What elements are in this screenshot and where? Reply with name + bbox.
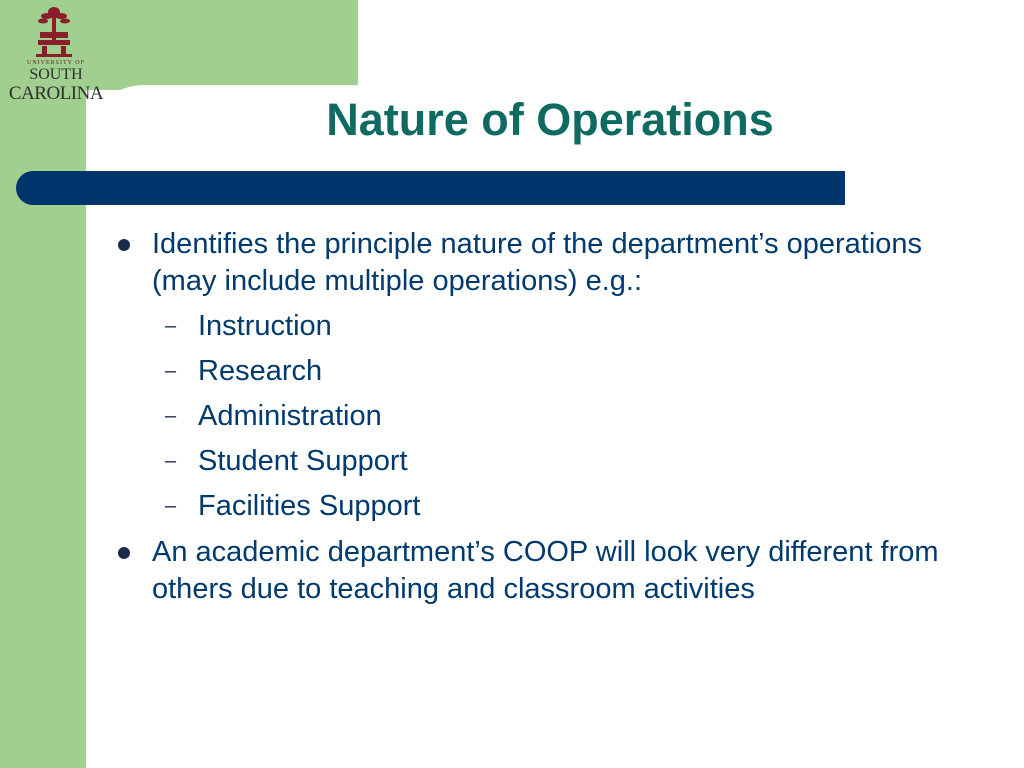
sub-item [165,488,898,525]
sub-item-text: Administration [198,400,382,432]
sub-item-text: Research [198,355,323,387]
bullet-dot-icon [118,239,130,251]
dash-icon: – [165,405,177,427]
dash-icon: – [165,315,177,337]
bullet-item [152,226,952,300]
sub-item-text: Instruction [198,310,332,342]
dash-icon: – [165,450,177,472]
bullet-text: Identifies the principle nature of the department’s operations (may include multiple operations) e.g.: [152,228,923,297]
sub-item [165,308,898,345]
sub-item-text: Facilities Support [198,490,421,522]
bullet-text: An academic department’s COOP will look very different from others due to teaching and classroom activities [152,536,939,605]
bullet-dot-icon [118,547,130,559]
bullet-item [152,534,952,608]
sub-item-text: Student Support [198,445,408,477]
dash-icon: – [165,495,177,517]
sub-item [165,398,898,435]
logo-carolina: CAROLINA [8,83,104,104]
dash-icon: – [165,360,177,382]
logo-university-line: UNIVERSITY OF [27,60,85,66]
sub-item [165,443,898,480]
sub-item [165,353,898,390]
slide-title: Nature of Operations [326,94,774,145]
logo-south: SOUTH [29,66,83,83]
